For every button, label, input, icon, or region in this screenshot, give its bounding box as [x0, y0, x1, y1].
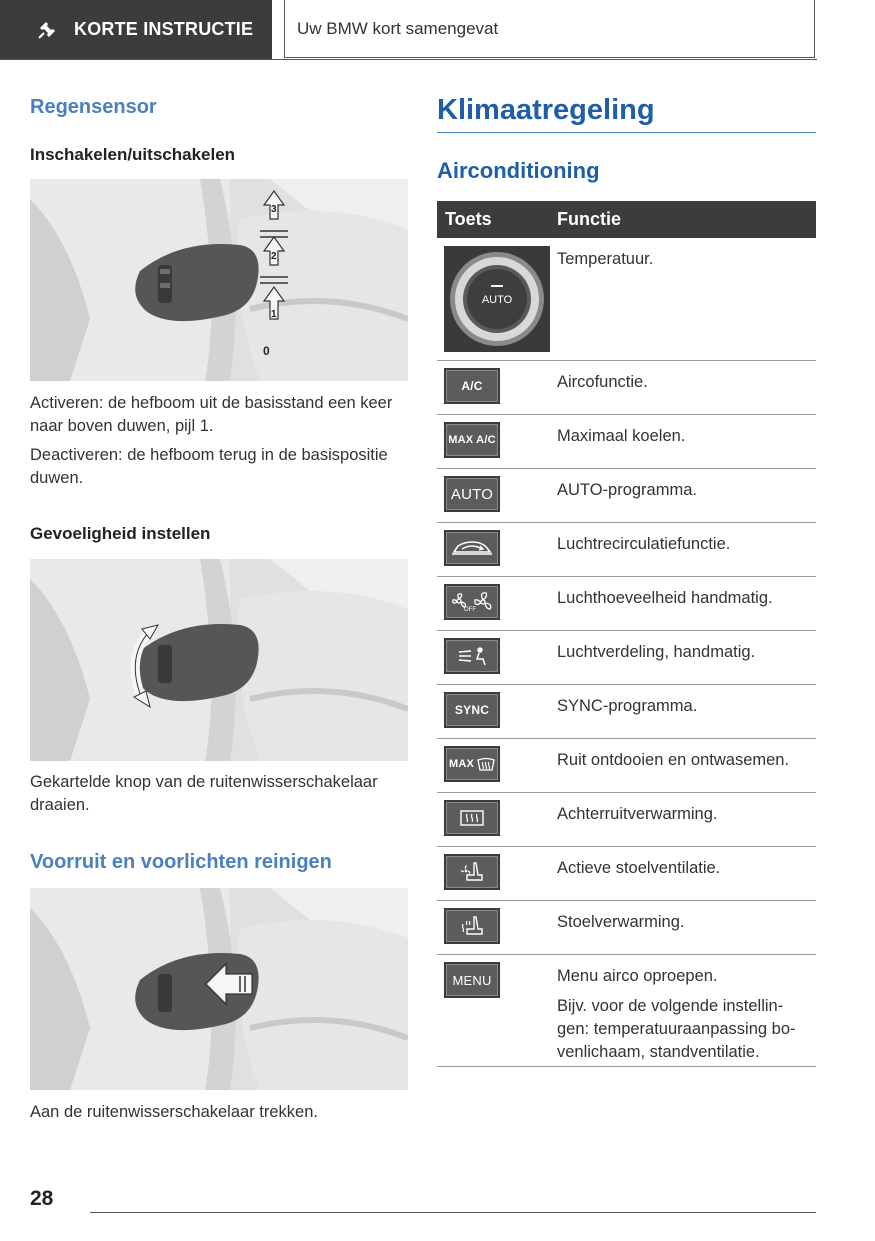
table-row — [437, 793, 816, 847]
air-recirculation-button — [444, 530, 500, 566]
wiper-lever-photo-1 — [30, 179, 408, 381]
ac-button — [444, 368, 500, 404]
ac-button-label: A/C — [461, 379, 483, 393]
arrow-label-2: 2 — [271, 251, 277, 262]
heading-rain-sensor: Regensensor — [30, 96, 157, 118]
air-recirculation-icon — [450, 537, 494, 559]
activate-text: Activeren: de hefboom uit de basisstand een keer naar boven duwen, pijl 1. — [30, 394, 393, 435]
function-text: Achterruitverwarming. — [557, 805, 718, 823]
section-tab — [0, 0, 272, 59]
table-header — [437, 201, 816, 238]
air-distribution-icon — [455, 645, 489, 667]
table-row — [437, 685, 816, 739]
sync-button-label: SYNC — [454, 703, 490, 717]
table-row — [437, 577, 816, 631]
seat-heating-button — [444, 908, 500, 944]
table-row — [437, 361, 816, 415]
function-text: Luchtverdeling, handmatig. — [557, 643, 756, 661]
table-row — [437, 631, 816, 685]
function-text: Menu airco oproepen. — [557, 967, 718, 985]
svg-text:OFF: OFF — [464, 607, 476, 613]
footer-rule — [90, 1212, 816, 1213]
rear-window-heating-button — [444, 800, 500, 836]
arrow-label-3: 3 — [271, 204, 277, 215]
arrow-label-1: 1 — [271, 309, 277, 320]
function-text: Aircofunctie. — [557, 373, 648, 391]
fan-speed-button — [444, 584, 500, 620]
seat-ventilation-button — [444, 854, 500, 890]
auto-button — [444, 476, 500, 512]
column-header-key: Toets — [445, 209, 492, 229]
climate-table — [437, 201, 816, 1067]
air-distribution-button — [444, 638, 500, 674]
function-text: Ruit ontdooien en ontwasemen. — [557, 751, 790, 769]
table-row — [437, 955, 816, 1067]
arrow-label-0: 0 — [263, 344, 270, 358]
column-header-function: Functie — [557, 209, 622, 229]
function-note: Bijv. voor de volgende instellin-gen: temperatuuraanpassing bo-venlichaam, standventilatie. — [557, 997, 796, 1061]
windscreen-defrost-icon — [477, 756, 495, 772]
page-subtitle: Uw BMW kort samengevat — [284, 0, 815, 58]
auto-button-label: AUTO — [450, 485, 494, 503]
header-rule — [0, 59, 817, 60]
subheading-on-off: Inschakelen/uitschakelen — [30, 145, 236, 164]
fan-icon — [448, 590, 496, 614]
subheading-sensitivity: Gevoeligheid instellen — [30, 524, 211, 543]
function-text: Temperatuur. — [557, 250, 654, 268]
clean-caption: Aan de ruitenwisserschakelaar trekken. — [30, 1103, 318, 1121]
table-row — [437, 847, 816, 901]
wiper-lever-photo-2 — [30, 559, 408, 761]
temperature-knob-icon — [444, 246, 550, 352]
table-row — [437, 523, 816, 577]
table-row — [437, 238, 816, 361]
table-row — [437, 469, 816, 523]
max-defrost-button — [444, 746, 500, 782]
table-row — [437, 739, 816, 793]
menu-button — [444, 962, 500, 998]
auto-knob-label: AUTO — [481, 294, 513, 306]
max-defrost-button-label: MAX — [448, 758, 475, 770]
function-text: Luchtrecirculatiefunctie. — [557, 535, 731, 553]
menu-button-label: MENU — [452, 972, 492, 988]
table-row — [437, 415, 816, 469]
table-row — [437, 901, 816, 955]
heading-rule — [437, 132, 816, 133]
wiper-lever-photo-3 — [30, 888, 408, 1090]
seat-ventilation-icon — [459, 860, 485, 884]
function-text: AUTO-programma. — [557, 481, 697, 499]
heading-clean-windscreen: Voorruit en voorlichten reinigen — [30, 851, 332, 873]
max-ac-button — [444, 422, 500, 458]
pushpin-icon — [36, 19, 58, 41]
page-number: 28 — [30, 1187, 54, 1210]
function-text: Actieve stoelventilatie. — [557, 859, 721, 877]
function-text: Luchthoeveelheid handmatig. — [557, 589, 773, 607]
function-text: SYNC-programma. — [557, 697, 698, 715]
rear-window-heating-icon — [459, 808, 485, 828]
function-text: Stoelverwarming. — [557, 913, 685, 931]
seat-heating-icon — [459, 914, 485, 938]
subheading-airconditioning: Airconditioning — [437, 158, 600, 183]
sensitivity-caption: Gekartelde knop van de ruitenwisserschakelaar draaien. — [30, 773, 378, 814]
max-ac-button-label: MAX A/C — [448, 434, 496, 446]
deactivate-text: Deactiveren: de hefboom terug in de basispositie duwen. — [30, 446, 388, 487]
function-text: Maximaal koelen. — [557, 427, 686, 445]
heading-climate-control: Klimaatregeling — [437, 94, 655, 126]
section-tab-label: KORTE INSTRUCTIE — [74, 19, 254, 39]
sync-button — [444, 692, 500, 728]
